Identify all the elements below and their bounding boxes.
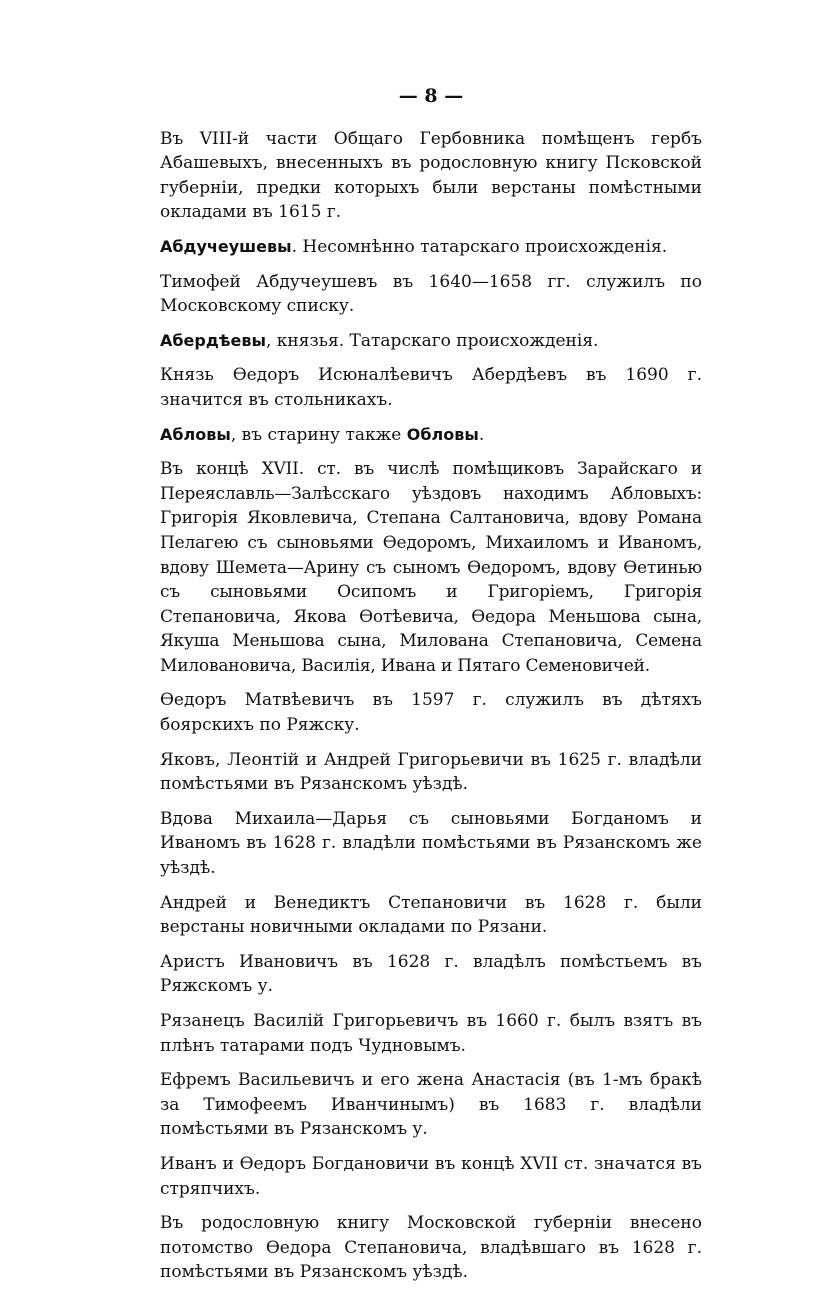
paragraph-pomeshchiki: Въ концѣ XVII. ст. въ числѣ помѣщиковъ Зарайскаго и Переяславль—Залѣсскаго уѣздовъ находимъ Абловыхъ: Григорія Яковлевича, Степана Салтановича, вдову Романа Пелагею съ сыновьями Өедоромъ, Михаиломъ и Иваномъ, вдову Шемета—Арину съ сыномъ Өедоромъ, вдову Өетинью съ сыновьями Осипомъ и Григоріемъ, Григорія Степановича, Якова Өотѣевича, Өедора Меньшова сына, Якуша Меньшова сына, Милована Степановича, Семена Миловановича, Василія, Ивана и Пятаго Семеновичей. bbox=[160, 459, 702, 676]
paragraph-andrey-venedikt: Андрей и Венедиктъ Степановичи въ 1628 г. были верстаны новичными окладами по Рязани. bbox=[160, 892, 702, 938]
paragraph-ivan-fedor: Иванъ и Өедоръ Богдановичи въ концѣ XVII ст. значатся въ стряпчихъ. bbox=[160, 1153, 702, 1199]
paragraph-fedor-matveevich: Өедоръ Матвѣевичъ въ 1597 г. служилъ въ дѣтяхъ боярскихъ по Ряжску. bbox=[160, 690, 702, 736]
paragraph-rodoslovnaya: Въ родословную книгу Московской губерніи внесено потомство Өедора Степановича, владѣвшаго въ 1628 г. помѣстьями въ Рязанскомъ уѣздѣ. bbox=[160, 1213, 702, 1283]
entry-heading: Абдучеушевы bbox=[160, 236, 292, 256]
book-page bbox=[160, 84, 702, 1295]
entry-text-end: . bbox=[478, 424, 485, 445]
entry-heading: Абловы bbox=[160, 424, 231, 444]
paragraph-knyaz-fedor: Князь Өедоръ Исюналѣевичъ Абердѣевъ въ 1690 г. значится въ стольникахъ. bbox=[160, 365, 702, 410]
entry-text: , князья. Татарскаго происхожденія. bbox=[266, 330, 599, 351]
entry-aberdeevy bbox=[160, 329, 702, 354]
paragraph-vdova-mikhaila: Вдова Михаила—Дарья съ сыновьями Богданомъ и Иваномъ въ 1628 г. владѣли помѣстьями въ Рязанскомъ же уѣздѣ. bbox=[160, 808, 702, 879]
entry-abducheushevy bbox=[160, 235, 702, 260]
paragraph-timofey: Тимофей Абдучеушевъ въ 1640—1658 гг. служилъ по Московскому списку. bbox=[160, 271, 702, 317]
entry-heading: Абердѣевы bbox=[160, 330, 266, 350]
paragraph-arist: Аристъ Ивановичъ въ 1628 г. владѣлъ помѣстьемъ въ Ряжскомъ у. bbox=[160, 951, 702, 997]
paragraph-efrem: Ефремъ Васильевичъ и его жена Анастасія (въ 1-мъ бракѣ за Тимофеемъ Иванчинымъ) въ 1683 г. владѣли помѣстьями въ Рязанскомъ у. bbox=[160, 1070, 702, 1140]
entry-ablovy bbox=[160, 423, 702, 448]
paragraph-yakov-leontiy: Яковъ, Леонтій и Андрей Григорьевичи въ 1625 г. владѣли помѣстьями въ Рязанскомъ уѣздѣ. bbox=[160, 749, 702, 795]
paragraph-gerbovnik: Въ VIII-й части Общаго Гербовника помѣщенъ гербъ Абашевыхъ, внесенныхъ въ родословную книгу Псковской губерніи, предки которыхъ были верстаны помѣстными окладами въ 1615 г. bbox=[160, 128, 702, 223]
entry-text: , въ старину также bbox=[230, 424, 407, 445]
paragraph-ryazanets-vasiliy: Рязанецъ Василій Григорьевичъ въ 1660 г. былъ взятъ въ плѣнъ татарами подъ Чудновымъ. bbox=[160, 1011, 702, 1056]
entry-text: . Несомнѣнно татарскаго происхожденія. bbox=[291, 236, 668, 257]
page-number: — 8 — bbox=[398, 85, 464, 107]
entry-heading-alt: Обловы bbox=[406, 424, 479, 444]
